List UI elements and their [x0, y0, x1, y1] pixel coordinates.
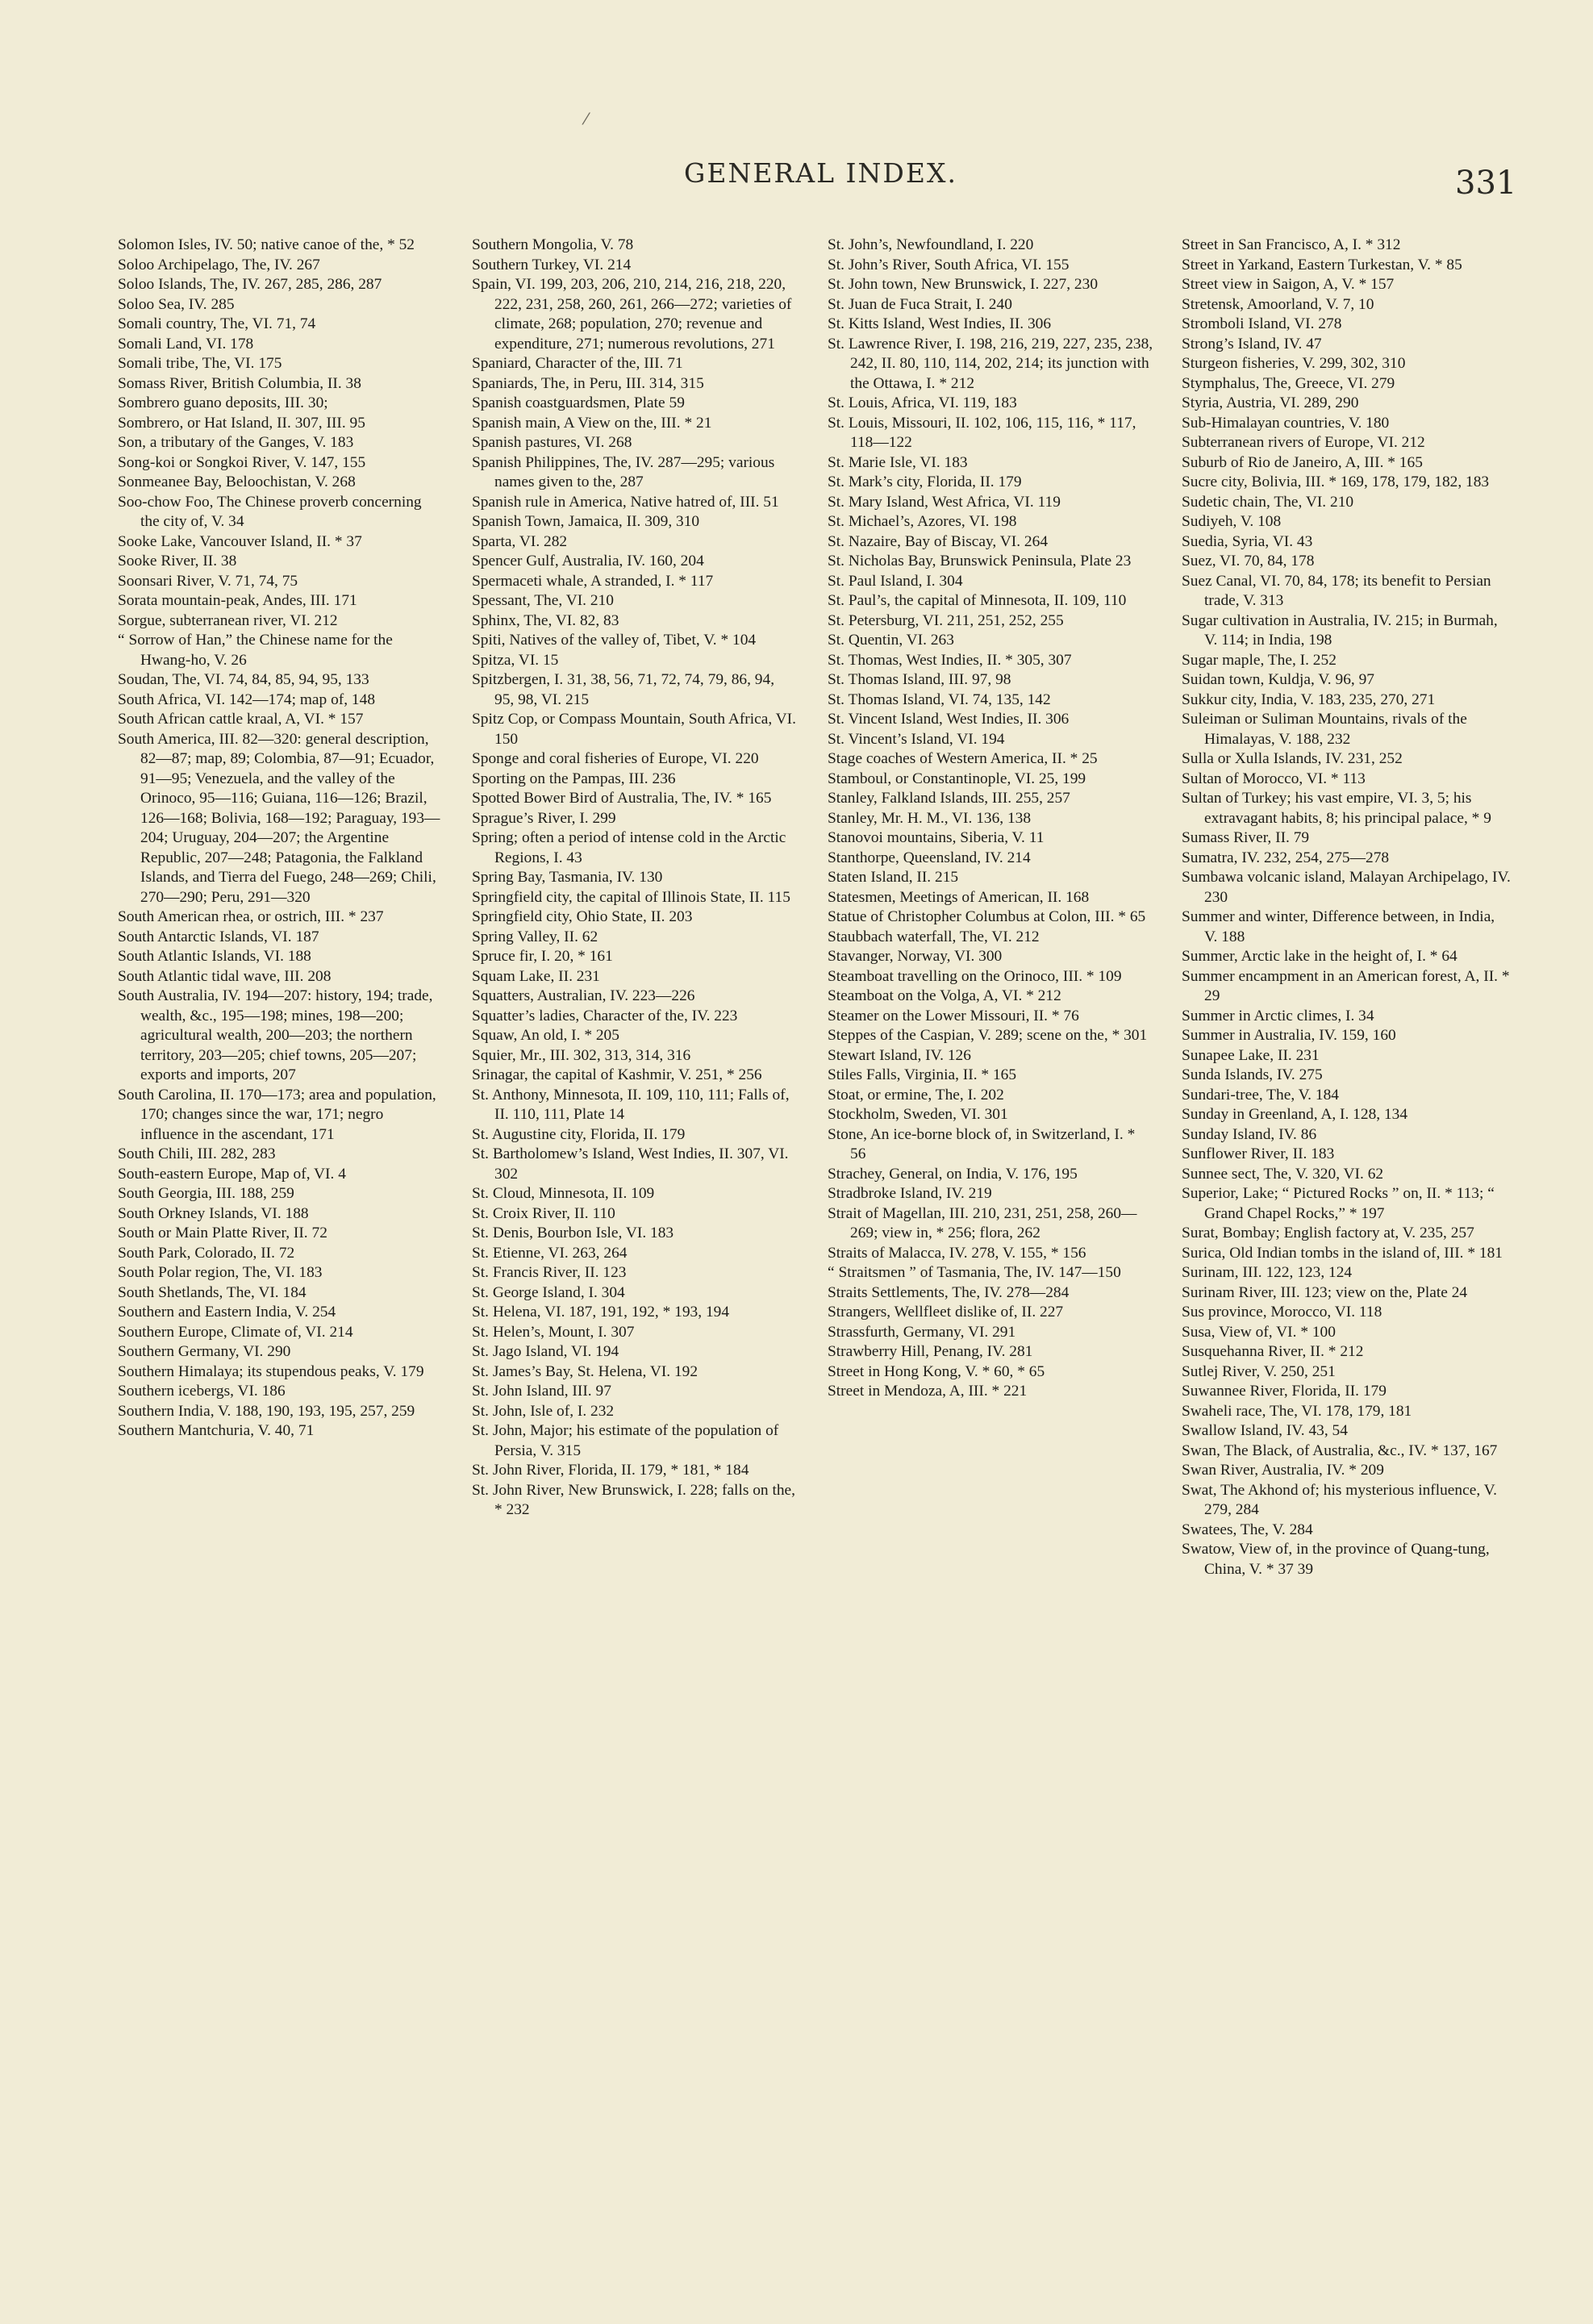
index-entry: Sombrero guano deposits, III. 30;	[118, 394, 328, 411]
index-entry: Summer encampment in an American forest, A, II. * 29	[1182, 967, 1510, 1004]
index-entry: South Polar region, The, VI. 183	[118, 1264, 323, 1281]
index-entry: South Antarctic Islands, VI. 187	[118, 928, 319, 945]
index-entry: Strassfurth, Germany, VI. 291	[828, 1323, 1016, 1341]
index-entry: St. Michael’s, Azores, VI. 198	[828, 513, 1017, 530]
index-entry: St. James’s Bay, St. Helena, VI. 192	[472, 1362, 699, 1380]
index-entry: Spaniards, The, in Peru, III. 314, 315	[472, 374, 704, 392]
index-entry: South Chili, III. 282, 283	[118, 1145, 276, 1162]
index-entry: St. John, Isle of, I. 232	[472, 1402, 615, 1420]
index-entry: Southern Himalaya; its stupendous peaks, V. 179	[118, 1362, 424, 1380]
index-entry: Stanthorpe, Queensland, IV. 214	[828, 849, 1031, 866]
index-entry: Sporting on the Pampas, III. 236	[472, 770, 676, 787]
index-entry: St. Mary Island, West Africa, VI. 119	[828, 493, 1061, 511]
index-entry: Street in Yarkand, Eastern Turkestan, V. * 85	[1182, 256, 1462, 273]
index-entry: Southern Mongolia, V. 78	[472, 236, 634, 253]
index-entry: Spain, VI. 199, 203, 206, 210, 214, 216, 218, 220, 222, 231, 258, 260, 261, 266—272; varieties of climate, 268; population, 270; revenue and expenditure, 271; numerous revolutions, 271	[472, 276, 792, 353]
index-entry: South Africa, VI. 142—174; map of, 148	[118, 691, 376, 708]
index-entry: St. Jago Island, VI. 194	[472, 1343, 619, 1360]
index-entry: South Atlantic tidal wave, III. 208	[118, 967, 332, 985]
index-entry: St. Petersburg, VI. 211, 251, 252, 255	[828, 611, 1064, 629]
index-entry: Swallow Island, IV. 43, 54	[1182, 1422, 1348, 1439]
index-entry: Spanish main, A View on the, III. * 21	[472, 414, 712, 432]
index-entry: St. Anthony, Minnesota, II. 109, 110, 111; Falls of, II. 110, 111, Plate 14	[472, 1086, 790, 1123]
index-entry: Somali tribe, The, VI. 175	[118, 355, 282, 372]
index-entry: St. Louis, Africa, VI. 119, 183	[828, 394, 1017, 411]
index-entry: Sunflower River, II. 183	[1182, 1145, 1335, 1162]
index-entry: Sudiyeh, V. 108	[1182, 513, 1282, 530]
index-entry: St. Etienne, VI. 263, 264	[472, 1244, 628, 1262]
index-entry: Statesmen, Meetings of American, II. 168	[828, 888, 1090, 906]
index-entry: Spanish coastguardsmen, Plate 59	[472, 394, 685, 411]
index-entry: Steamer on the Lower Missouri, II. * 76	[828, 1007, 1079, 1024]
index-entry: Straits Settlements, The, IV. 278—284	[828, 1283, 1070, 1301]
index-entry: Southern and Eastern India, V. 254	[118, 1304, 336, 1321]
index-entry: Sunday Island, IV. 86	[1182, 1125, 1317, 1143]
index-entry: Suleiman or Suliman Mountains, rivals of the Himalayas, V. 188, 232	[1182, 711, 1467, 748]
index-entry: Sparta, VI. 282	[472, 532, 568, 550]
index-entry: Street in Hong Kong, V. * 60, * 65	[828, 1362, 1045, 1380]
index-entry: St. John River, Florida, II. 179, * 181, * 184	[472, 1462, 749, 1479]
index-entry: Statue of Christopher Columbus at Colon, III. * 65	[828, 908, 1146, 925]
index-entry: Sorata mountain-peak, Andes, III. 171	[118, 592, 357, 609]
index-entry: St. John Island, III. 97	[472, 1383, 611, 1400]
index-entry: Suez, VI. 70, 84, 178	[1182, 553, 1315, 570]
index-entry: Squatter’s ladies, Character of the, IV. 223	[472, 1007, 738, 1024]
index-entry: Strong’s Island, IV. 47	[1182, 335, 1322, 353]
index-entry: Soo-chow Foo, The Chinese proverb concerning the city of, V. 34	[118, 493, 422, 530]
index-entry: Sombrero, or Hat Island, II. 307, III. 95	[118, 414, 365, 432]
index-entry: Street view in Saigon, A, V. * 157	[1182, 276, 1395, 293]
index-entry: South-eastern Europe, Map of, VI. 4	[118, 1165, 346, 1183]
index-entry: South American rhea, or ostrich, III. * 237	[118, 908, 384, 925]
index-entry: Spessant, The, VI. 210	[472, 592, 614, 609]
index-entry: St. Croix River, II. 110	[472, 1204, 615, 1222]
index-entry: Solomon Isles, IV. 50; native canoe of the, * 52	[118, 236, 415, 253]
index-entry: Spanish pastures, VI. 268	[472, 434, 632, 451]
index-entry: St. George Island, I. 304	[472, 1283, 625, 1301]
index-entry: St. Nazaire, Bay of Biscay, VI. 264	[828, 532, 1049, 550]
index-entry: Stradbroke Island, IV. 219	[828, 1185, 992, 1202]
index-entry: South or Main Platte River, II. 72	[118, 1225, 327, 1241]
pencil-mark: ⁄	[585, 109, 588, 128]
index-entry: Stockholm, Sweden, VI. 301	[828, 1106, 1008, 1123]
index-entry: Sponge and coral fisheries of Europe, VI. 220	[472, 750, 759, 767]
index-entry: Sunnee sect, The, V. 320, VI. 62	[1182, 1165, 1384, 1183]
index-entry: St. Lawrence River, I. 198, 216, 219, 227, 235, 238, 242, II. 80, 110, 114, 202, 214; its junction with the Ottawa, I. * 212	[828, 335, 1153, 392]
index-entry: Stone, An ice-borne block of, in Switzerland, I. * 56	[828, 1125, 1136, 1162]
index-entry: Suwannee River, Florida, II. 179	[1182, 1383, 1387, 1400]
index-entry: Sus province, Morocco, VI. 118	[1182, 1304, 1382, 1321]
index-entry: South Shetlands, The, VI. 184	[118, 1283, 307, 1301]
index-entry: Summer in Australia, IV. 159, 160	[1182, 1027, 1396, 1044]
index-column-2	[472, 236, 798, 1521]
index-entry: Squier, Mr., III. 302, 313, 314, 316	[472, 1046, 691, 1064]
index-entry: Stewart Island, IV. 126	[828, 1046, 971, 1064]
index-entry: Southern Germany, VI. 290	[118, 1343, 291, 1360]
index-entry: Spiti, Natives of the valley of, Tibet, V. * 104	[472, 632, 757, 649]
index-entry: Sprague’s River, I. 299	[472, 809, 616, 827]
index-entry: Staubbach waterfall, The, VI. 212	[828, 928, 1040, 945]
index-entry: Squaw, An old, I. * 205	[472, 1027, 619, 1044]
index-entry: “ Straitsmen ” of Tasmania, The, IV. 147—150	[828, 1264, 1121, 1281]
index-entry: Swan River, Australia, IV. * 209	[1182, 1462, 1384, 1479]
index-entry: Sudetic chain, The, VI. 210	[1182, 493, 1354, 511]
index-entry: Stavanger, Norway, VI. 300	[828, 948, 1003, 965]
index-entry: St. Francis River, II. 123	[472, 1264, 627, 1281]
page-number: 331	[1455, 165, 1517, 202]
index-entry: St. Marie Isle, VI. 183	[828, 453, 968, 471]
index-entry: St. Quentin, VI. 263	[828, 632, 954, 649]
index-entry: Steppes of the Caspian, V. 289; scene on the, * 301	[828, 1027, 1148, 1044]
index-entry: Stromboli Island, VI. 278	[1182, 315, 1342, 332]
index-entry: Straits of Malacca, IV. 278, V. 155, * 156	[828, 1244, 1086, 1262]
index-entry: Spanish Philippines, The, IV. 287—295; various names given to the, 287	[472, 453, 775, 490]
index-entry: Surat, Bombay; English factory at, V. 235, 257	[1182, 1225, 1474, 1241]
index-entry: St. Bartholomew’s Island, West Indies, II. 307, VI. 302	[472, 1145, 789, 1183]
index-entry: Summer and winter, Difference between, in India, V. 188	[1182, 908, 1495, 945]
index-entry: Spotted Bower Bird of Australia, The, IV. * 165	[472, 790, 772, 807]
index-entry: Sooke River, II. 38	[118, 553, 237, 570]
index-entry: St. Louis, Missouri, II. 102, 106, 115, 116, * 117, 118—122	[828, 414, 1136, 451]
index-entry: St. Juan de Fuca Strait, I. 240	[828, 295, 1012, 313]
index-entry: St. John’s, Newfoundland, I. 220	[828, 236, 1034, 253]
index-entry: Swatees, The, V. 284	[1182, 1521, 1313, 1538]
index-entry: Somass River, British Columbia, II. 38	[118, 374, 361, 392]
index-entry: Sundari-tree, The, V. 184	[1182, 1086, 1339, 1104]
index-entry: Spring; often a period of intense cold in the Arctic Regions, I. 43	[472, 829, 786, 866]
index-entry: Somali Land, VI. 178	[118, 335, 254, 353]
index-entry: Staten Island, II. 215	[828, 869, 959, 886]
index-entry: South Atlantic Islands, VI. 188	[118, 948, 311, 965]
index-entry: Southern icebergs, VI. 186	[118, 1383, 286, 1400]
index-entry: Sturgeon fisheries, V. 299, 302, 310	[1182, 355, 1406, 372]
index-entry: Sorgue, subterranean river, VI. 212	[118, 611, 338, 629]
index-entry: Sultan of Turkey; his vast empire, VI. 3, 5; his extravagant habits, 8; his principal palace, * 9	[1182, 790, 1491, 827]
index-entry: St. Nicholas Bay, Brunswick Peninsula, Plate 23	[828, 553, 1132, 570]
index-entry: Sphinx, The, VI. 82, 83	[472, 611, 619, 629]
index-entry: Stamboul, or Constantinople, VI. 25, 199	[828, 770, 1086, 787]
index-entry: Squatters, Australian, IV. 223—226	[472, 987, 695, 1004]
index-entry: South Australia, IV. 194—207: history, 194; trade, wealth, &c., 195—198; mines, 198—200; agricultural wealth, 200—203; the northern territory, 203—205; chief towns, 205—207; exports and imports, 207	[118, 987, 433, 1083]
index-entry: Superior, Lake; “ Pictured Rocks ” on, II. * 113; “ Grand Chapel Rocks,” * 197	[1182, 1185, 1495, 1222]
index-entry: Surinam, III. 122, 123, 124	[1182, 1264, 1353, 1281]
index-entry: Sugar maple, The, I. 252	[1182, 651, 1337, 669]
index-entry: Soloo Sea, IV. 285	[118, 295, 235, 313]
index-entry: Summer, Arctic lake in the height of, I. * 64	[1182, 948, 1457, 965]
index-entry: Suidan town, Kuldja, V. 96, 97	[1182, 671, 1374, 688]
index-entry: South America, III. 82—320: general description, 82—87; map, 89; Colombia, 87—91; Ecuador, 91—95; Venezuela, and the valley of the Orinoco, 95—116; Guiana, 116—126; Brazil, 126—168; Bolivia, 168—192; Paraguay, 193—204; Uruguay, 204—207; the Argentine Republic, 207—248; Patagonia, the Falkland Islands, and Tierra del Fuego, 248—269; Chili, 270—290; Peru, 291—320	[118, 730, 440, 906]
index-entry: Stoat, or ermine, The, I. 202	[828, 1086, 1004, 1104]
index-entry: Sumatra, IV. 232, 254, 275—278	[1182, 849, 1390, 866]
index-entry: St. Thomas Island, VI. 74, 135, 142	[828, 691, 1051, 708]
index-entry: Surinam River, III. 123; view on the, Plate 24	[1182, 1283, 1468, 1301]
index-entry: Street in Mendoza, A, III. * 221	[828, 1383, 1028, 1400]
index-entry: South Georgia, III. 188, 259	[118, 1185, 294, 1202]
index-entry: Stymphalus, The, Greece, VI. 279	[1182, 374, 1395, 392]
index-entry: Spring Bay, Tasmania, IV. 130	[472, 869, 663, 886]
index-entry: South Park, Colorado, II. 72	[118, 1244, 295, 1262]
index-entry: Steamboat on the Volga, A, VI. * 212	[828, 987, 1061, 1004]
index-entry: Summer in Arctic climes, I. 34	[1182, 1007, 1374, 1024]
index-entry: Squam Lake, II. 231	[472, 967, 600, 985]
index-entry: Soonsari River, V. 71, 74, 75	[118, 572, 298, 590]
index-entry: Sub-Himalayan countries, V. 180	[1182, 414, 1390, 432]
index-entry: St. John, Major; his estimate of the population of Persia, V. 315	[472, 1422, 779, 1459]
index-entry: South Orkney Islands, VI. 188	[118, 1204, 309, 1222]
index-entry: St. Helena, VI. 187, 191, 192, * 193, 194	[472, 1304, 730, 1321]
index-entry: Strachey, General, on India, V. 176, 195	[828, 1165, 1078, 1183]
index-entry: Southern Turkey, VI. 214	[472, 256, 632, 273]
index-entry: Suburb of Rio de Janeiro, A, III. * 165	[1182, 453, 1423, 471]
index-entry: St. Helen’s, Mount, I. 307	[472, 1323, 635, 1341]
index-entry: Spanish Town, Jamaica, II. 309, 310	[472, 513, 700, 530]
index-entry: Sonmeanee Bay, Beloochistan, V. 268	[118, 474, 356, 490]
index-entry: Sugar cultivation in Australia, IV. 215; in Burmah, V. 114; in India, 198	[1182, 611, 1498, 649]
index-entry: Swaheli race, The, VI. 178, 179, 181	[1182, 1402, 1412, 1420]
index-entry: Sunapee Lake, II. 231	[1182, 1046, 1320, 1064]
index-entry: Sooke Lake, Vancouver Island, II. * 37	[118, 532, 362, 550]
index-entry: Stanley, Falkland Islands, III. 255, 257	[828, 790, 1070, 807]
index-entry: St. Thomas Island, III. 97, 98	[828, 671, 1011, 688]
index-entry: Soloo Islands, The, IV. 267, 285, 286, 287	[118, 276, 382, 293]
index-entry: Sulla or Xulla Islands, IV. 231, 252	[1182, 750, 1403, 767]
index-entry: Southern India, V. 188, 190, 193, 195, 257, 259	[118, 1402, 415, 1420]
index-entry: Surica, Old Indian tombs in the island of, III. * 181	[1182, 1244, 1503, 1262]
index-entry: South Carolina, II. 170—173; area and population, 170; changes since the war, 171; negro influence in the ascendant, 171	[118, 1086, 436, 1143]
index-entry: Strait of Magellan, III. 210, 231, 251, 258, 260—269; view in, * 256; flora, 262	[828, 1204, 1137, 1241]
index-entry: Sumass River, II. 79	[1182, 829, 1310, 846]
index-entry: Spitzbergen, I. 31, 38, 56, 71, 72, 74, 79, 86, 94, 95, 98, VI. 215	[472, 671, 775, 708]
index-entry: St. Augustine city, Florida, II. 179	[472, 1125, 686, 1143]
index-entry: Spaniard, Character of the, III. 71	[472, 355, 683, 372]
index-column-3	[828, 236, 1153, 1402]
index-entry: St. John town, New Brunswick, I. 227, 230	[828, 276, 1099, 293]
index-entry: Sukkur city, India, V. 183, 235, 270, 271	[1182, 691, 1436, 708]
index-entry: Sultan of Morocco, VI. * 113	[1182, 770, 1366, 787]
index-entry: Spring Valley, II. 62	[472, 928, 598, 945]
page-title: GENERAL INDEX.	[684, 157, 957, 189]
index-entry: St. Cloud, Minnesota, II. 109	[472, 1185, 655, 1202]
index-entry: Southern Europe, Climate of, VI. 214	[118, 1323, 353, 1341]
index-entry: St. Paul Island, I. 304	[828, 572, 963, 590]
index-entry: Son, a tributary of the Ganges, V. 183	[118, 434, 354, 451]
index-entry: St. Paul’s, the capital of Minnesota, II. 109, 110	[828, 592, 1127, 609]
index-entry: Sunda Islands, IV. 275	[1182, 1066, 1323, 1083]
index-column-4	[1182, 236, 1511, 1579]
index-entry: Suez Canal, VI. 70, 84, 178; its benefit to Persian trade, V. 313	[1182, 572, 1491, 609]
index-entry: Strangers, Wellfleet dislike of, II. 227	[828, 1304, 1064, 1321]
index-entry: Springfield city, Ohio State, II. 203	[472, 908, 693, 925]
index-entry: Suedia, Syria, VI. 43	[1182, 532, 1313, 550]
index-entry: Steamboat travelling on the Orinoco, III. * 109	[828, 967, 1122, 985]
index-entry: Soloo Archipelago, The, IV. 267	[118, 256, 320, 273]
index-entry: Sumbawa volcanic island, Malayan Archipelago, IV. 230	[1182, 869, 1511, 906]
index-entry: Spencer Gulf, Australia, IV. 160, 204	[472, 553, 704, 570]
index-entry: Swan, The Black, of Australia, &c., IV. * 137, 167	[1182, 1442, 1498, 1459]
index-entry: Soudan, The, VI. 74, 84, 85, 94, 95, 133	[118, 671, 369, 688]
index-entry: Susa, View of, VI. * 100	[1182, 1323, 1336, 1341]
index-entry: Spitz Cop, or Compass Mountain, South Africa, VI. 150	[472, 711, 796, 748]
index-entry: St. Thomas, West Indies, II. * 305, 307	[828, 651, 1072, 669]
index-entry: St. Vincent’s Island, VI. 194	[828, 730, 1005, 748]
index-entry: St. Vincent Island, West Indies, II. 306	[828, 711, 1070, 728]
index-column-1	[118, 236, 444, 1442]
index-entry: Stage coaches of Western America, II. * 25	[828, 750, 1098, 767]
index-entry: Styria, Austria, VI. 289, 290	[1182, 394, 1359, 411]
index-entry: Springfield city, the capital of Illinois State, II. 115	[472, 888, 790, 906]
index-entry: South African cattle kraal, A, VI. * 157	[118, 711, 364, 728]
index-entry: St. John’s River, South Africa, VI. 155	[828, 256, 1070, 273]
index-entry: St. John River, New Brunswick, I. 228; falls on the, * 232	[472, 1481, 796, 1518]
index-entry: Stiles Falls, Virginia, II. * 165	[828, 1066, 1017, 1083]
index-entry: Spanish rule in America, Native hatred of, III. 51	[472, 493, 779, 511]
index-entry: Strawberry Hill, Penang, IV. 281	[828, 1343, 1033, 1360]
index-entry: Srinagar, the capital of Kashmir, V. 251, * 256	[472, 1066, 762, 1083]
index-entry: “ Sorrow of Han,” the Chinese name for the Hwang-ho, V. 26	[118, 632, 393, 669]
index-entry: Street in San Francisco, A, I. * 312	[1182, 236, 1401, 253]
index-entry: Spruce fir, I. 20, * 161	[472, 948, 613, 965]
index-entry: St. Mark’s city, Florida, II. 179	[828, 474, 1022, 490]
index-entry: St. Kitts Island, West Indies, II. 306	[828, 315, 1052, 332]
index-entry: Swat, The Akhond of; his mysterious influence, V. 279, 284	[1182, 1481, 1498, 1518]
index-entry: Sutlej River, V. 250, 251	[1182, 1362, 1336, 1380]
index-entry: Spermaceti whale, A stranded, I. * 117	[472, 572, 714, 590]
index-entry: Stretensk, Amoorland, V. 7, 10	[1182, 295, 1374, 313]
index-entry: Susquehanna River, II. * 212	[1182, 1343, 1364, 1360]
index-entry: Spitza, VI. 15	[472, 651, 559, 669]
index-entry: Swatow, View of, in the province of Quang-tung, China, V. * 37 39	[1182, 1541, 1490, 1578]
index-entry: Stanovoi mountains, Siberia, V. 11	[828, 829, 1045, 846]
index-entry: Southern Mantchuria, V. 40, 71	[118, 1422, 315, 1439]
index-entry: Sunday in Greenland, A, I. 128, 134	[1182, 1106, 1408, 1123]
index-entry: St. Denis, Bourbon Isle, VI. 183	[472, 1225, 674, 1241]
index-entry: Sucre city, Bolivia, III. * 169, 178, 179, 182, 183	[1182, 474, 1490, 490]
index-entry: Subterranean rivers of Europe, VI. 212	[1182, 434, 1425, 451]
index-entry: Song-koi or Songkoi River, V. 147, 155	[118, 453, 366, 471]
index-entry: Stanley, Mr. H. M., VI. 136, 138	[828, 809, 1032, 827]
index-entry: Somali country, The, VI. 71, 74	[118, 315, 316, 332]
